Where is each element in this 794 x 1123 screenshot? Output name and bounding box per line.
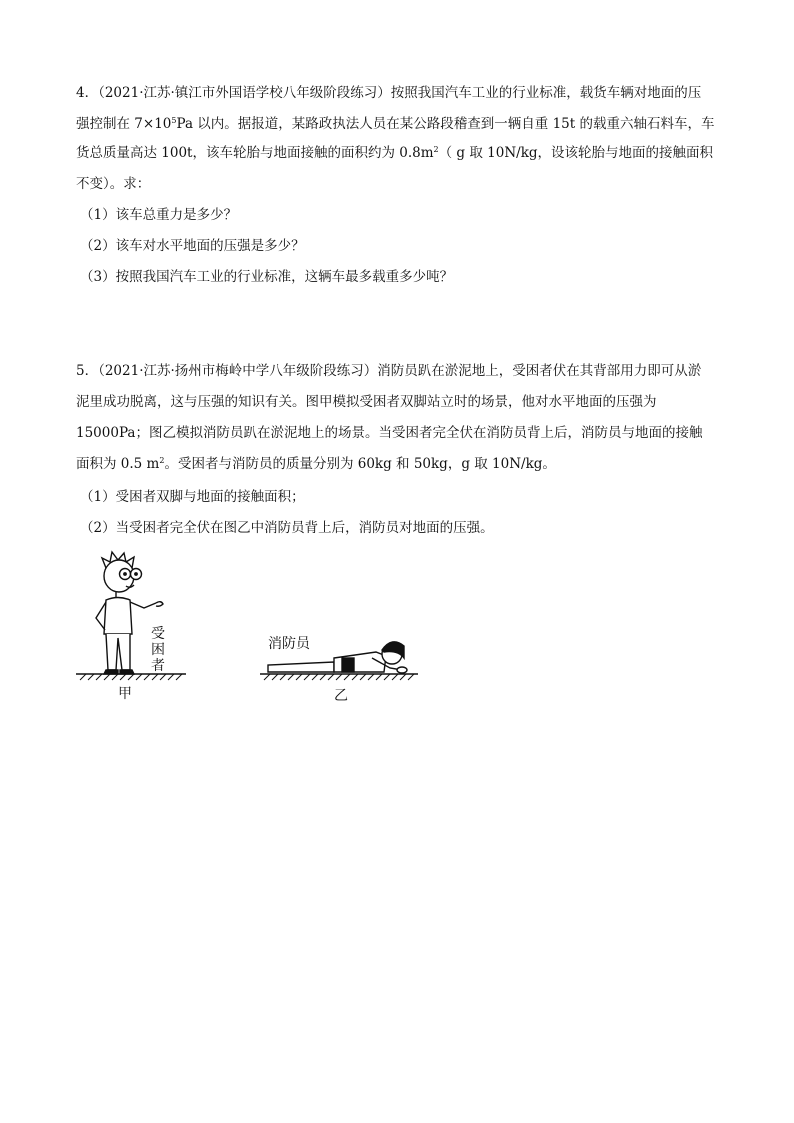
problem-5-line-4: 面积为 0.5 $m^2$。受困者与消防员的质量分别为 60kg 和 50kg，g 取 10N/kg。	[76, 456, 556, 472]
firefighter-label: 消防员	[268, 636, 310, 652]
problem-5-line-1: 5．（2021·江苏·扬州市梅岭中学八年级阶段练习）消防员趴在淤泥地上，受困者伏在其背部用力即可从淤	[76, 363, 702, 379]
physics-figure	[72, 548, 432, 708]
caption-figure-a: 甲	[118, 686, 132, 702]
problem-4-line-2: 强控制在 $7\times 10^5Pa$ 以内。据报道，某路政执法人员在某公路段稽查到一辆自重 15t 的载重六轴石料车，车	[76, 116, 715, 132]
problem-4-question-3: （3）按照我国汽车工业的行业标准，这辆车最多载重多少吨？	[80, 269, 454, 285]
problem-4-question-2: （2）该车对水平地面的压强是多少？	[80, 238, 305, 254]
problem-4-line-4: 不变）。求：	[76, 176, 151, 192]
problem-4-question-1: （1）该车总重力是多少？	[80, 207, 238, 223]
ground-b	[260, 674, 418, 680]
exponent: 2	[159, 456, 165, 465]
trapped-label-char-2: 困	[151, 642, 165, 658]
problem-5-line-2: 泥里成功脱离，这与压强的知识有关。图甲模拟受困者双脚站立时的场景，他对水平地面的压强为	[76, 394, 657, 410]
trapped-label-char-3: 者	[151, 658, 165, 674]
ground-a	[76, 674, 186, 680]
caption-figure-b: 乙	[334, 688, 348, 704]
exponent: 5	[171, 116, 177, 125]
problem-5-question-1: （1）受困者双脚与地面的接触面积；	[80, 489, 305, 505]
figure-illustration	[72, 548, 432, 708]
trapped-label-char-1: 受	[151, 626, 165, 642]
problem-5-question-2: （2）当受困者完全伏在图乙中消防员背上后，消防员对地面的压强。	[80, 520, 494, 536]
problem-4-line-1: 4．（2021·江苏·镇江市外国语学校八年级阶段练习）按照我国汽车工业的行业标准，载货车辆对地面的压	[76, 85, 702, 101]
problem-4-line-3: 货总质量高达 100t，该车轮胎与地面接触的面积约为 $0.8m^2$（ g 取 10N/kg，设该轮胎与地面的接触面积	[76, 145, 714, 161]
exponent: 2	[433, 145, 439, 154]
problem-5-line-3: 15000Pa；图乙模拟消防员趴在淤泥地上的场景。当受困者完全伏在消防员背上后，消防员与地面的接触	[76, 425, 703, 441]
